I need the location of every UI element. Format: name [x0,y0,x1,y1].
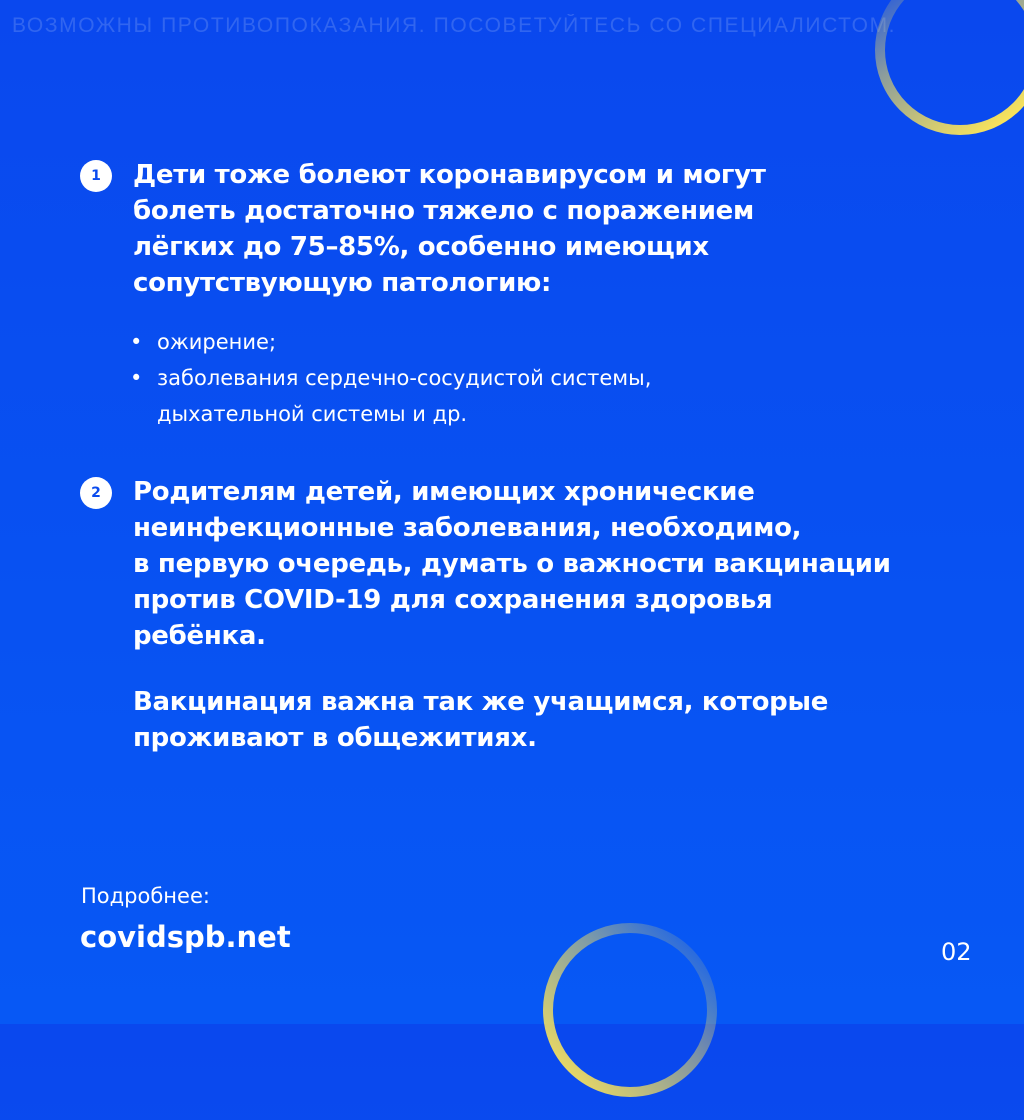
section2-paragraph [133,474,891,654]
page-number: 02 [941,938,972,966]
section1-line: болеть достаточно тяжело с поражением [133,196,754,226]
section1-paragraph [133,157,766,301]
disclaimer-banner: ВОЗМОЖНЫ ПРОТИВОПОКАЗАНИЯ. ПОСОВЕТУЙТЕСЬ СО СПЕЦИАЛИСТОМ. [12,14,897,37]
section2-line: против COVID-19 для сохранения здоровья [133,585,773,615]
decorative-ring-top [860,0,1024,150]
section1-line: сопутствующую патологию: [133,268,552,298]
more-info-label: Подробнее: [81,884,210,908]
comorbidity-list [130,324,651,432]
list-item-text: ожирение; [157,330,277,354]
section1-line: лёгких до 75–85%, особенно имеющих [133,232,709,262]
bullet-dot: • [130,366,143,390]
bullet-dot: • [130,330,143,354]
list-item [130,324,651,360]
section2-extra-line: Вакцинация важна так же учащимся, которые [133,687,829,717]
section2-extra-line: проживают в общежитиях. [133,723,537,753]
section2-line: ребёнка. [133,621,266,651]
section1-line: Дети тоже болеют коронавирусом и могут [133,160,766,190]
list-item-continuation: дыхательной системы и др. [157,402,468,426]
list-item-text: заболевания сердечно-сосудистой системы, [157,366,652,390]
decorative-ring-bottom [520,900,740,1120]
list-item [130,360,651,396]
section2-line: Родителям детей, имеющих хронические [133,477,755,507]
section2-extra-paragraph [133,684,828,756]
website-link[interactable]: covidspb.net [80,920,291,954]
section-number-2: 2 [80,477,112,509]
section2-line: неинфекционные заболевания, необходимо, [133,513,802,543]
section-number-1: 1 [80,160,112,192]
section2-line: в первую очередь, думать о важности вакцинации [133,549,891,579]
